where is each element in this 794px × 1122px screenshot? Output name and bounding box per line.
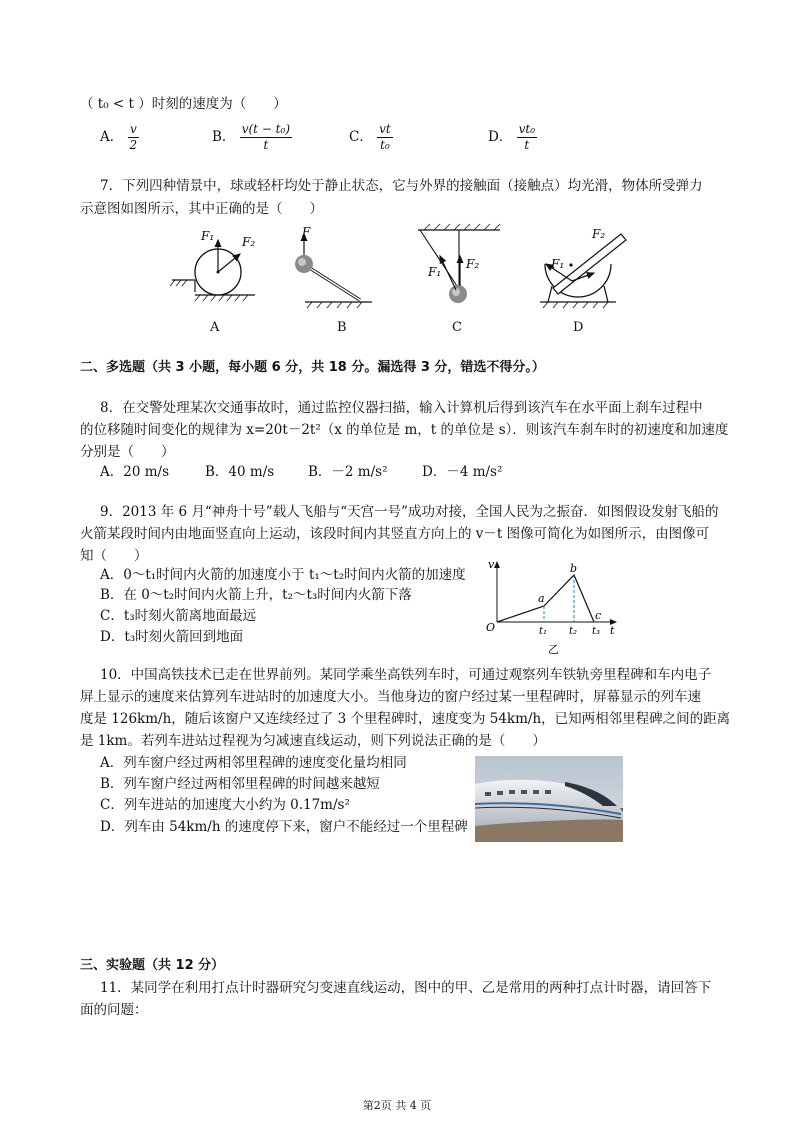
q8-option-c: B．－2 m/s² <box>308 464 388 480</box>
q9-line2: 火箭某段时间内由地面竖直向上运动，该段时间内其竖直方向上的 v－t 图像可简化为如图所示，由图像可 <box>80 526 710 542</box>
figure-a <box>170 229 255 301</box>
graph-v-label: v <box>488 558 495 571</box>
q7-line2: 示意图如图所示，其中正确的是（ ） <box>80 201 323 217</box>
graph-tick-t2: t₂ <box>569 626 578 637</box>
q6-continuation: （ t₀ < t ）时刻的速度为（ ） <box>80 96 287 112</box>
graph-point-a: a <box>538 592 545 605</box>
fig-label-c: C <box>452 320 462 335</box>
q9-option-b: B．在 0～t₂时间内火箭上升，t₂～t₃时间内火箭下落 <box>100 587 412 603</box>
q9-option-a: A．0～t₁时间内火箭的加速度小于 t₁～t₂时间内火箭的加速度 <box>100 567 466 583</box>
label-c-f1: F₁ <box>428 265 442 279</box>
q8-line3: 分别是（ ） <box>80 444 175 460</box>
q10-line1: 10．中国高铁技术已走在世界前列。某同学乘坐高铁列车时，可通过观察列车铁轨旁里程碑和车内电子 <box>100 667 712 683</box>
graph-point-c: c <box>595 609 602 622</box>
label-a-f2: F₂ <box>242 235 256 249</box>
q10-option-a: A．列车窗户经过两相邻里程碑的速度变化量均相同 <box>100 755 407 771</box>
figure-c <box>418 224 500 303</box>
q10-option-c: C．列车进站的加速度大小约为 0.17m/s² <box>100 797 350 813</box>
label-a-f1: F₁ <box>201 229 215 243</box>
graph-t-label: t <box>610 624 615 637</box>
train-photo <box>475 756 623 842</box>
q8-option-d: D．－4 m/s² <box>422 464 503 480</box>
label-c-f2: F₂ <box>466 257 480 271</box>
q8-line2: 的位移随时间变化的规律为 x=20t－2t²（x 的单位是 m，t 的单位是 s）．则该汽车刹车时的初速度和加速度 <box>80 422 729 438</box>
figure-d <box>540 227 626 308</box>
q6-option-b: B． $\frac{\text{v(t − t₀)}}{t}$ <box>212 122 290 152</box>
q10-option-d: D．列车由 54km/h 的速度停下来，窗户不能经过一个里程碑 <box>100 819 468 835</box>
label-d-f1: F₁ <box>551 257 565 271</box>
graph-point-b: b <box>570 562 578 575</box>
q10-line2: 屏上显示的速度来估算列车进站时的加速度大小。当他身边的窗户经过某一里程碑时，屏幕显示的列车速 <box>80 689 701 705</box>
label-d-f2: F₂ <box>592 227 606 241</box>
q8-option-a: A．20 m/s <box>100 464 169 480</box>
q9-vt-graph <box>482 558 622 658</box>
fig-label-a: A <box>210 320 220 335</box>
fig-label-b: B <box>337 320 347 335</box>
q9-option-d: D．t₃时刻火箭回到地面 <box>100 629 244 645</box>
q6-option-d: D． $\frac{\text{vt₀}}{t}$ <box>488 122 536 152</box>
figure-b <box>295 225 372 308</box>
page-footer: 第2页 共 4 页 <box>362 1099 432 1112</box>
q6-option-a: A． $\frac{v}{2}$ <box>100 122 138 152</box>
q8-option-b: B．40 m/s <box>205 464 275 480</box>
q9-line3: 知（ ） <box>80 548 148 564</box>
q8-line1: 8．在交警处理某次交通事故时，通过监控仪器扫描，输入计算机后得到该汽车在水平面上刹车过程中 <box>100 400 703 416</box>
q7-line1: 7．下列四种情景中，球或轻杆均处于静止状态，它与外界的接触面（接触点）均光滑，物体所受弹力 <box>100 178 703 194</box>
q9-option-c: C．t₃时刻火箭离地面最远 <box>100 608 257 624</box>
q11-line1: 11．某同学在利用打点计时器研究匀变速直线运动，图中的甲、乙是常用的两种打点计时器，请回答下 <box>100 980 712 996</box>
q6-option-c: C． $\frac{vt}{\text{t₀}}$ <box>349 122 391 152</box>
q11-line2: 面的问题： <box>80 1002 148 1018</box>
q10-line4: 是 1km。若列车进站过程视为匀减速直线运动，则下列说法正确的是（ ） <box>80 733 546 749</box>
q7-figures <box>0 220 794 330</box>
graph-caption: 乙 <box>548 643 559 656</box>
section-3-title: 三、实验题（共 12 分） <box>80 958 225 973</box>
fig-label-d: D <box>573 320 584 335</box>
graph-tick-t1: t₁ <box>539 626 548 637</box>
label-b-f: F <box>302 225 311 239</box>
q10-line3: 度是 126km/h，随后该窗户又连续经过了 3 个里程碑时，速度变为 54km/h，已知两相邻里程碑之间的距离 <box>80 711 731 727</box>
graph-origin-label: O <box>486 621 496 634</box>
q10-option-b: B．列车窗户经过两相邻里程碑的时间越来越短 <box>100 776 380 792</box>
q9-line1: 9．2013 年 6 月“神舟十号”载人飞船与“天宫一号”成功对接，全国人民为之振奋．如图假设发射飞船的 <box>100 504 719 520</box>
section-2-title: 二、多选题（共 3 小题，每小题 6 分，共 18 分。漏选得 3 分，错选不得分。） <box>80 360 545 375</box>
graph-tick-t3: t₃ <box>592 626 601 637</box>
